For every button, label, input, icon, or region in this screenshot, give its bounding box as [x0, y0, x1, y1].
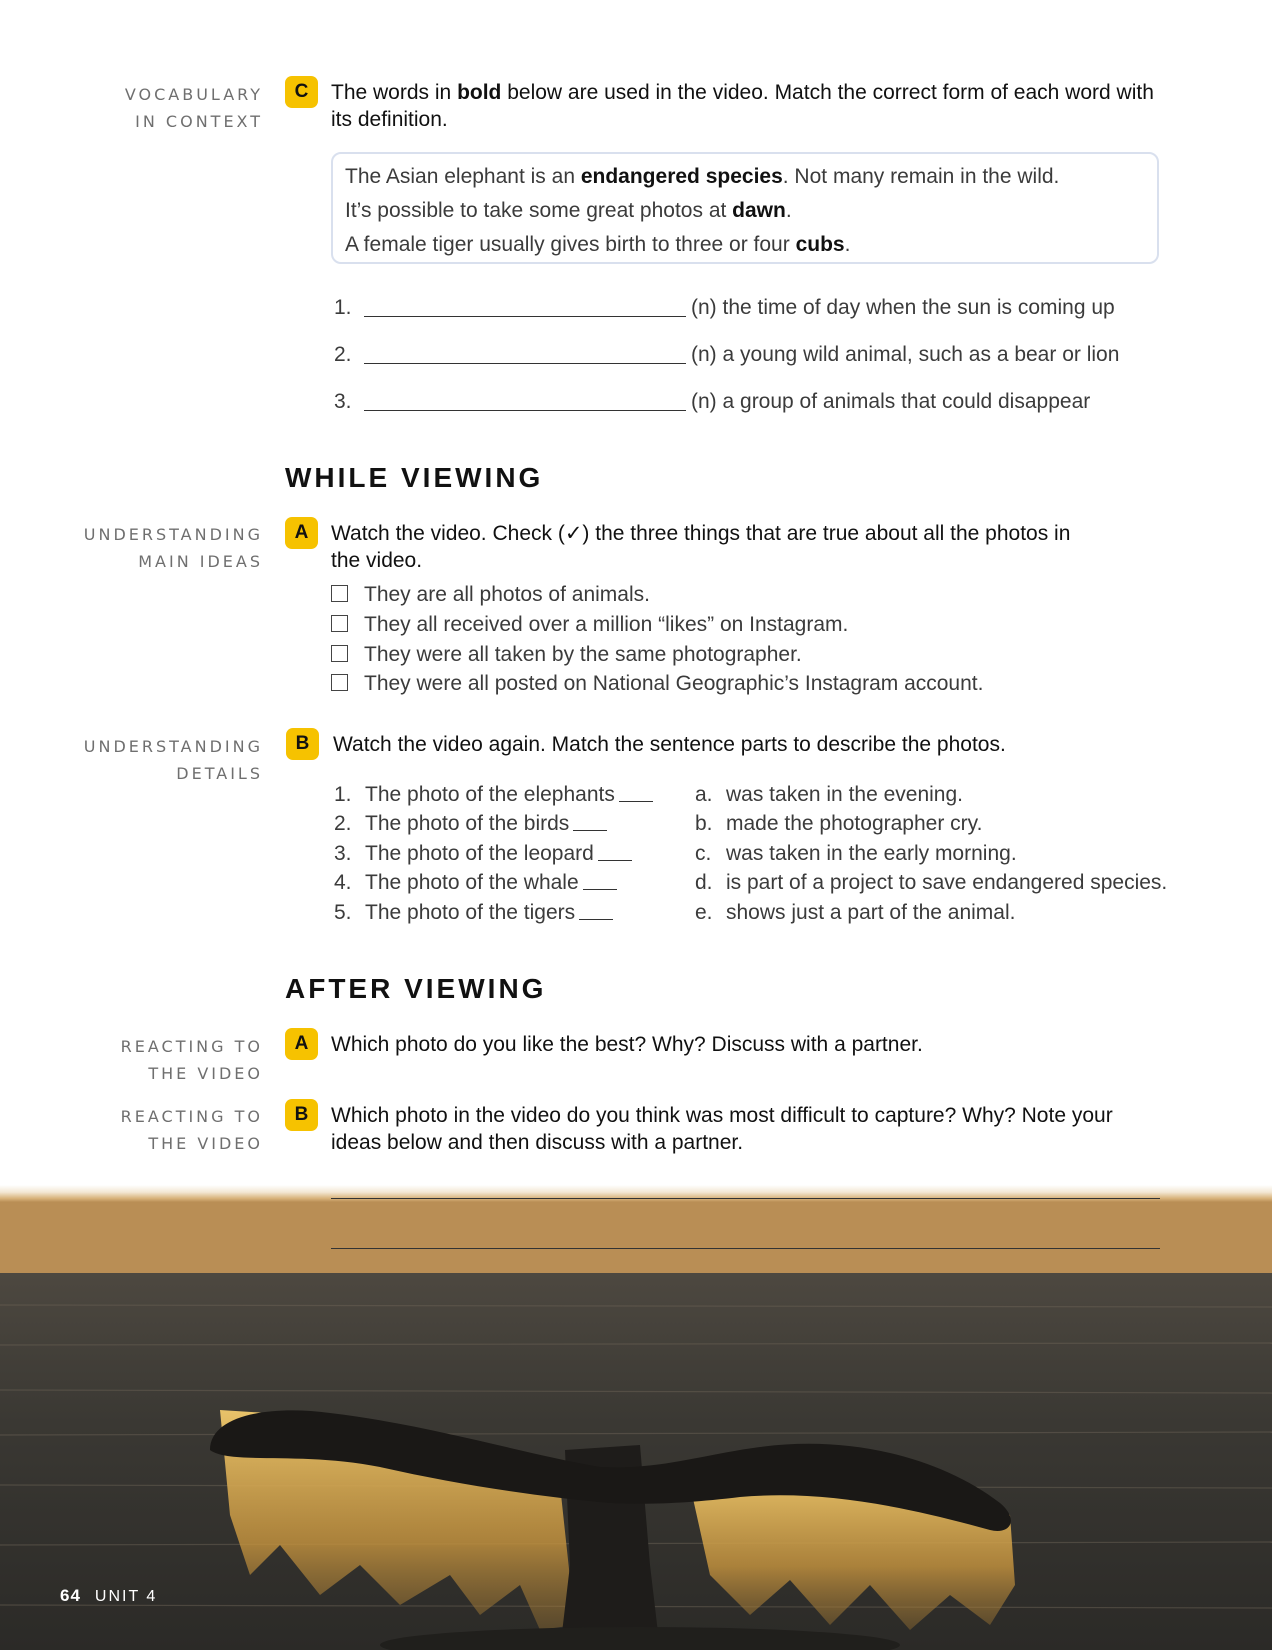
page-footer: [60, 1586, 157, 1606]
match-left-item: 5. The photo of the tigers: [334, 901, 613, 925]
checkbox[interactable]: [331, 674, 348, 691]
reacting-a-instruction: Which photo do you like the best? Why? Discuss with a partner.: [331, 1033, 923, 1056]
instr-text: The words in: [331, 81, 458, 104]
match-right-item: b. made the photographer cry.: [695, 812, 983, 835]
section-label-line: IN CONTEXT: [135, 112, 263, 131]
checkbox-option[interactable]: [331, 583, 650, 607]
match-left-item: 3. The photo of the leopard: [334, 842, 632, 866]
vocab-section-label: [63, 81, 263, 135]
badge-c: C: [285, 76, 318, 108]
definition-number: 1.: [334, 296, 352, 319]
section-label-line: VOCABULARY: [124, 85, 263, 104]
section-label-line: REACTING TO: [120, 1037, 263, 1056]
while-viewing-heading: WHILE VIEWING: [285, 462, 544, 493]
answer-blank[interactable]: [364, 316, 686, 317]
section-label-line: DETAILS: [176, 764, 263, 783]
vocab-sentence: The Asian elephant is an endangered species. Not many remain in the wild.: [345, 165, 1060, 188]
section-label-line: UNDERSTANDING: [83, 737, 263, 756]
section-label-line: REACTING TO: [120, 1107, 263, 1126]
vocab-sentence: A female tiger usually gives birth to three or four cubs.: [345, 233, 851, 256]
vocab-sentence-box: [331, 152, 1159, 264]
badge-a: A: [285, 1028, 318, 1060]
reacting-label-b: [63, 1103, 263, 1157]
checkbox[interactable]: [331, 615, 348, 632]
vocab-instruction: [331, 79, 1161, 133]
match-left-item: 2. The photo of the birds: [334, 812, 607, 836]
vocab-sentence: It’s possible to take some great photos at dawn.: [345, 199, 792, 222]
section-label-line: THE VIDEO: [148, 1064, 263, 1083]
match-left-item: 1. The photo of the elephants: [334, 783, 653, 807]
instr-bold: bold: [457, 81, 502, 104]
match-right-item: e. shows just a part of the animal.: [695, 901, 1016, 924]
match-right-item: a. was taken in the evening.: [695, 783, 963, 806]
answer-line[interactable]: [331, 1198, 1160, 1199]
instr-text: below are used in the video. Match the correct form of each word with its definition.: [331, 81, 1154, 131]
answer-blank[interactable]: [583, 888, 617, 890]
definition-number: 2.: [334, 343, 352, 366]
badge-b: B: [285, 1099, 318, 1131]
match-right-item: c. was taken in the early morning.: [695, 842, 1017, 865]
answer-blank[interactable]: [364, 363, 686, 364]
whale-tail-photo: [0, 1185, 1272, 1650]
details-instruction: Watch the video again. Match the sentence parts to describe the photos.: [333, 733, 1006, 756]
page-number: 64: [60, 1586, 81, 1605]
reacting-b-instruction: Which photo in the video do you think was most difficult to capture? Why? Note your ideas below and then discuss with a partner.: [331, 1104, 1113, 1154]
definition-text: (n) the time of day when the sun is coming up: [691, 296, 1115, 319]
checkbox[interactable]: [331, 585, 348, 602]
section-label-line: UNDERSTANDING: [83, 525, 263, 544]
answer-line[interactable]: [331, 1248, 1160, 1249]
main-ideas-label: [63, 521, 263, 575]
match-right-item: d. is part of a project to save endangered species.: [695, 871, 1168, 894]
option-text: They all received over a million “likes” on Instagram.: [364, 613, 849, 636]
checkbox-option[interactable]: [331, 643, 802, 667]
details-label: [63, 733, 263, 787]
answer-blank[interactable]: [619, 800, 653, 802]
after-viewing-heading: AFTER VIEWING: [285, 973, 547, 1004]
reacting-label-a: [63, 1033, 263, 1087]
definition-text: (n) a young wild animal, such as a bear or lion: [691, 343, 1120, 366]
section-label-line: MAIN IDEAS: [138, 552, 263, 571]
answer-blank[interactable]: [598, 859, 632, 861]
answer-blank[interactable]: [579, 918, 613, 920]
match-left-item: 4. The photo of the whale: [334, 871, 617, 895]
badge-a: A: [285, 517, 318, 549]
checkbox-option[interactable]: [331, 672, 983, 696]
unit-label: UNIT 4: [94, 1588, 158, 1605]
main-ideas-instruction: Watch the video. Check (✓) the three things that are true about all the photos in the video.: [331, 522, 1071, 572]
option-text: They are all photos of animals.: [364, 583, 650, 606]
answer-blank[interactable]: [573, 829, 607, 831]
section-label-line: THE VIDEO: [148, 1134, 263, 1153]
badge-b: B: [286, 728, 319, 760]
definition-text: (n) a group of animals that could disappear: [691, 390, 1091, 413]
option-text: They were all posted on National Geographic’s Instagram account.: [364, 672, 984, 695]
answer-blank[interactable]: [364, 410, 686, 411]
checkbox-option[interactable]: [331, 613, 848, 637]
checkbox[interactable]: [331, 645, 348, 662]
definition-number: 3.: [334, 390, 352, 413]
option-text: They were all taken by the same photographer.: [364, 643, 802, 666]
